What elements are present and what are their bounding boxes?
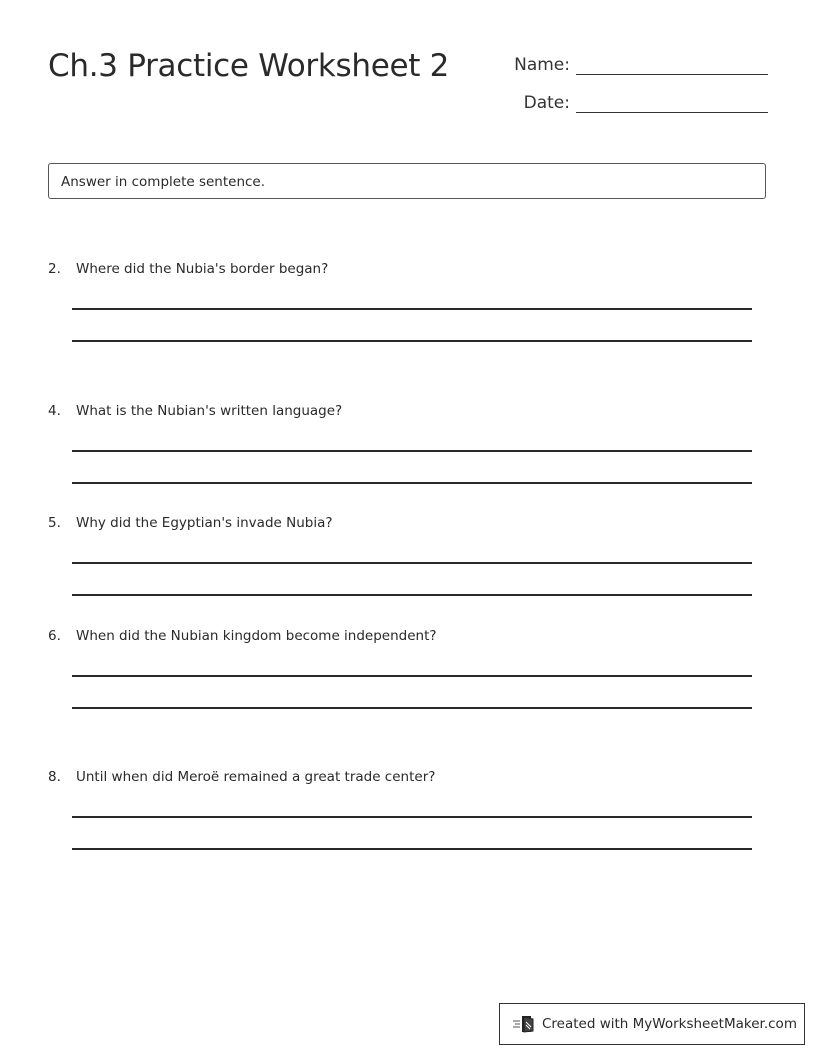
- footer-text: Created with MyWorksheetMaker.com: [542, 1016, 797, 1032]
- answer-line[interactable]: [72, 482, 752, 484]
- answer-line[interactable]: [72, 816, 752, 818]
- answer-line[interactable]: [72, 450, 752, 452]
- name-label: Name:: [514, 55, 570, 75]
- question-item: [48, 515, 752, 531]
- date-line[interactable]: [576, 94, 768, 113]
- page-title: Ch.3 Practice Worksheet 2: [48, 48, 450, 84]
- name-field: [500, 55, 768, 75]
- question-number: 2.: [48, 261, 61, 277]
- worksheet-logo-icon: [512, 1014, 536, 1034]
- question-number: 4.: [48, 403, 61, 419]
- answer-line[interactable]: [72, 562, 752, 564]
- question-number: 5.: [48, 515, 61, 531]
- question-text: Where did the Nubia's border began?: [76, 261, 329, 277]
- answer-line[interactable]: [72, 848, 752, 850]
- answer-line[interactable]: [72, 594, 752, 596]
- question-number: 6.: [48, 628, 61, 644]
- date-field: [500, 93, 768, 113]
- date-label: Date:: [523, 93, 570, 113]
- answer-line[interactable]: [72, 308, 752, 310]
- question-item: [48, 261, 752, 277]
- question-text: When did the Nubian kingdom become independent?: [76, 628, 437, 644]
- question-number: 8.: [48, 769, 61, 785]
- answer-line[interactable]: [72, 707, 752, 709]
- question-item: [48, 403, 752, 419]
- answer-line[interactable]: [72, 340, 752, 342]
- name-line[interactable]: [576, 56, 768, 75]
- question-item: [48, 769, 752, 785]
- instructions-box: Answer in complete sentence.: [48, 163, 766, 199]
- question-text: Why did the Egyptian's invade Nubia?: [76, 515, 333, 531]
- answer-line[interactable]: [72, 675, 752, 677]
- footer-credit[interactable]: [499, 1003, 805, 1045]
- question-text: What is the Nubian's written language?: [76, 403, 343, 419]
- question-text: Until when did Meroë remained a great trade center?: [76, 769, 436, 785]
- question-item: [48, 628, 752, 644]
